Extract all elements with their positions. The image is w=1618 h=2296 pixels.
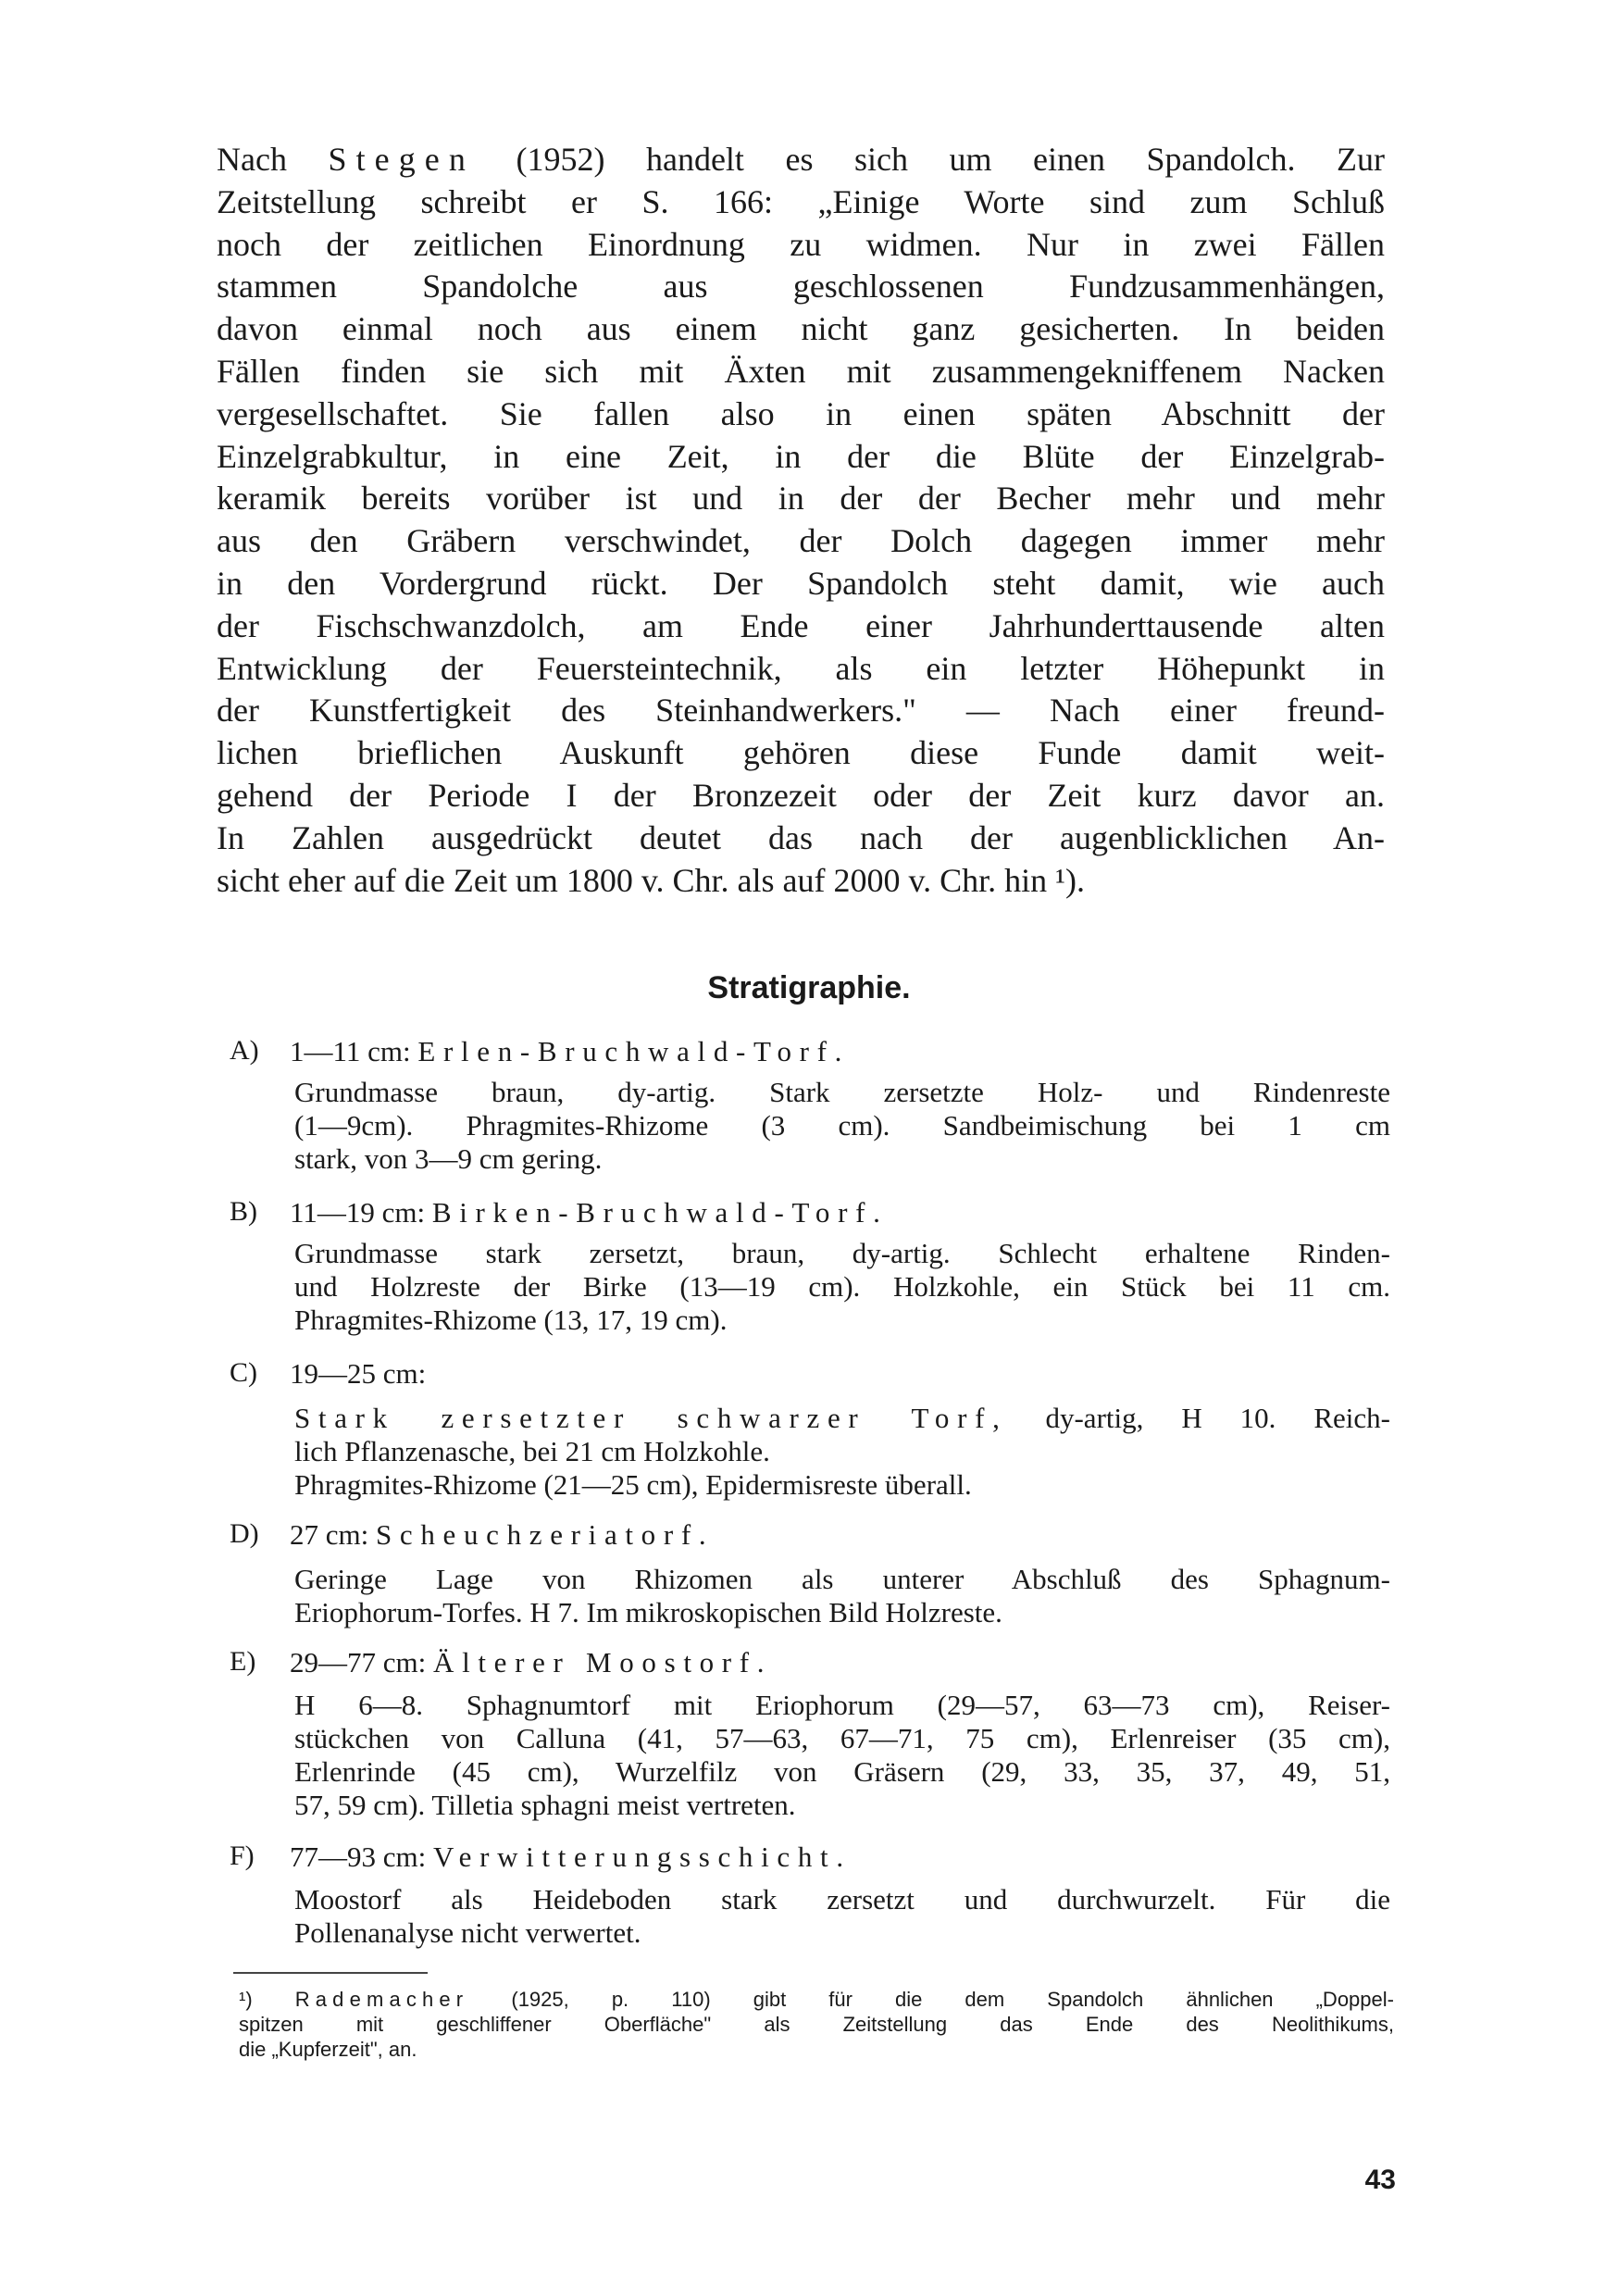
intro-line: In Zahlen ausgedrückt deutet das nach der augenblicklichen An- <box>217 818 1385 856</box>
stratum-letter: A) <box>230 1035 259 1066</box>
stratum-depth: 27 cm: <box>290 1518 369 1551</box>
stratum-name: Stark zersetzter schwarzer Torf, <box>294 1402 1008 1434</box>
stratum-line: Pollenanalyse nicht verwertet. <box>294 1916 641 1949</box>
intro-line: Einzelgrabkultur, in eine Zeit, in der die Blüte der Einzelgrab- <box>217 437 1385 475</box>
footnote-line-rest: (1925, p. 110) gibt für die dem Spandolch ähnlichen „Doppel- <box>468 1988 1394 2011</box>
intro-line: der Fischschwanzdolch, am Ende einer Jahrhunderttausende alten <box>217 606 1385 644</box>
footnote-marker: ¹) <box>239 1988 253 2011</box>
intro-line: vergesellschaftet. Sie fallen also in einen späten Abschnitt der <box>217 394 1385 432</box>
intro-paragraph <box>217 139 1385 902</box>
intro-line: der Kunstfertigkeit des Steinhandwerkers." — Nach einer freund- <box>217 692 1385 730</box>
stratum-line: stückchen von Calluna (41, 57—63, 67—71, 75 cm), Erlenreiser (35 cm), <box>294 1722 1390 1754</box>
intro-line: Fällen finden sie sich mit Äxten mit zusammengekniffenem Nacken <box>217 352 1385 390</box>
stratum-depth: 1—11 cm: <box>290 1035 411 1067</box>
intro-line: aus den Gräbern verschwindet, der Dolch dagegen immer mehr <box>217 522 1385 560</box>
intro-line: davon einmal noch aus einem nicht ganz gesicherten. In beiden <box>217 310 1385 348</box>
intro-line: noch der zeitlichen Einordnung zu widmen. Nur in zwei Fällen <box>217 225 1385 263</box>
stratum-letter: C) <box>230 1357 257 1388</box>
stratum-name: Scheuchzeriatorf. <box>376 1518 715 1551</box>
footnote-author: Rademacher <box>294 1988 469 2011</box>
page-number: 43 <box>1364 2165 1396 2195</box>
footnote-line: die „Kupferzeit", an. <box>239 2038 417 2061</box>
stratum-title <box>290 1196 889 1229</box>
stratum-line: (1—9cm). Phragmites-Rhizome (3 cm). Sandbeimischung bei 1 cm <box>294 1109 1390 1142</box>
footnote-divider <box>233 1972 428 1974</box>
stratum-description <box>294 1563 1390 1629</box>
stratum-line: stark, von 3—9 cm gering. <box>294 1142 603 1175</box>
stratum-letter: D) <box>230 1518 259 1549</box>
stratum-line: Erlenrinde (45 cm), Wurzelfilz von Gräsern (29, 33, 35, 37, 49, 51, <box>294 1755 1390 1788</box>
stratum-depth: 19—25 cm: <box>290 1357 427 1390</box>
stratum-line: Moostorf als Heideboden stark zersetzt und durchwurzelt. Für die <box>294 1883 1390 1915</box>
intro-line: stammen Spandolche aus geschlossenen Fundzusammenhängen, <box>217 268 1385 306</box>
stratum-name: Erlen-Bruchwald-Torf. <box>417 1035 851 1067</box>
stratum-name: Älterer Moostorf. <box>433 1646 773 1678</box>
stratum-line: lich Pflanzenasche, bei 21 cm Holzkohle. <box>294 1435 770 1467</box>
stratum-line: Phragmites-Rhizome (13, 17, 19 cm). <box>294 1304 728 1336</box>
stratum-line: Geringe Lage von Rhizomen als unterer Abschluß des Sphagnum- <box>294 1563 1390 1595</box>
section-heading: Stratigraphie. <box>707 970 911 1005</box>
stratum-title <box>290 1357 426 1391</box>
intro-line: Nach Stegen (1952) handelt es sich um einen Spandolch. Zur <box>217 141 1385 178</box>
intro-line: gehend der Periode I der Bronzezeit oder der Zeit kurz davor an. <box>217 776 1385 814</box>
footnote-line <box>239 1987 1394 2012</box>
stratum-line: Grundmasse stark zersetzt, braun, dy-artig. Schlecht erhaltene Rinden- <box>294 1237 1390 1269</box>
footnote <box>239 1987 1394 2062</box>
stratum-title <box>290 1518 714 1552</box>
stratum-line: Grundmasse braun, dy-artig. Stark zersetzte Holz- und Rindenreste <box>294 1076 1390 1108</box>
stratum-line: H 6—8. Sphagnumtorf mit Eriophorum (29—57, 63—73 cm), Reiser- <box>294 1689 1390 1721</box>
stratum-description <box>294 1402 1390 1502</box>
stratum-name: Verwitterungsschicht. <box>433 1841 852 1873</box>
stratum-depth: 29—77 cm: <box>290 1646 427 1678</box>
stratum-name: Birken-Bruchwald-Torf. <box>431 1196 889 1229</box>
stratum-letter: E) <box>230 1646 256 1677</box>
stratum-title <box>290 1841 852 1874</box>
intro-line-rest: (1952) handelt es sich um einen Spandolch. Zur <box>474 141 1385 178</box>
intro-line: Entwicklung der Feuersteintechnik, als ein letzter Höhepunkt in <box>217 649 1385 687</box>
intro-line: lichen brieflichen Auskunft gehören diese Funde damit weit- <box>217 734 1385 772</box>
intro-line: Zeitstellung schreibt er S. 166: „Einige Worte sind zum Schluß <box>217 182 1385 220</box>
stratum-depth: 11—19 cm: <box>290 1196 426 1229</box>
stratum-letter: B) <box>230 1196 257 1227</box>
stratum-line: Eriophorum-Torfes. H 7. Im mikroskopischen Bild Holzreste. <box>294 1596 1002 1628</box>
stratum-description <box>294 1883 1390 1950</box>
stratum-title <box>290 1035 850 1068</box>
intro-line: in den Vordergrund rückt. Der Spandolch steht damit, wie auch <box>217 564 1385 602</box>
stratum-line: und Holzreste der Birke (13—19 cm). Holzkohle, ein Stück bei 11 cm. <box>294 1270 1390 1303</box>
author-name: Stegen <box>328 141 475 178</box>
stratum-depth: 77—93 cm: <box>290 1841 427 1873</box>
stratum-line: Phragmites-Rhizome (21—25 cm), Epidermisreste überall. <box>294 1468 972 1501</box>
stratum-letter: F) <box>230 1841 255 1871</box>
stratum-description <box>294 1076 1390 1176</box>
stratum-description <box>294 1689 1390 1822</box>
stratum-line-rest: dy-artig, H 10. Reich- <box>1007 1402 1390 1434</box>
footnote-line: spitzen mit geschliffener Oberfläche" als Zeitstellung das Ende des Neolithikums, <box>239 2013 1394 2036</box>
stratum-title <box>290 1646 772 1679</box>
stratum-line <box>294 1402 1390 1435</box>
stratum-description <box>294 1237 1390 1337</box>
intro-line: keramik bereits vorüber ist und in der der Becher mehr und mehr <box>217 480 1385 518</box>
stratum-line: 57, 59 cm). Tilletia sphagni meist vertreten. <box>294 1789 796 1821</box>
intro-line: sicht eher auf die Zeit um 1800 v. Chr. als auf 2000 v. Chr. hin ¹). <box>217 861 1085 899</box>
